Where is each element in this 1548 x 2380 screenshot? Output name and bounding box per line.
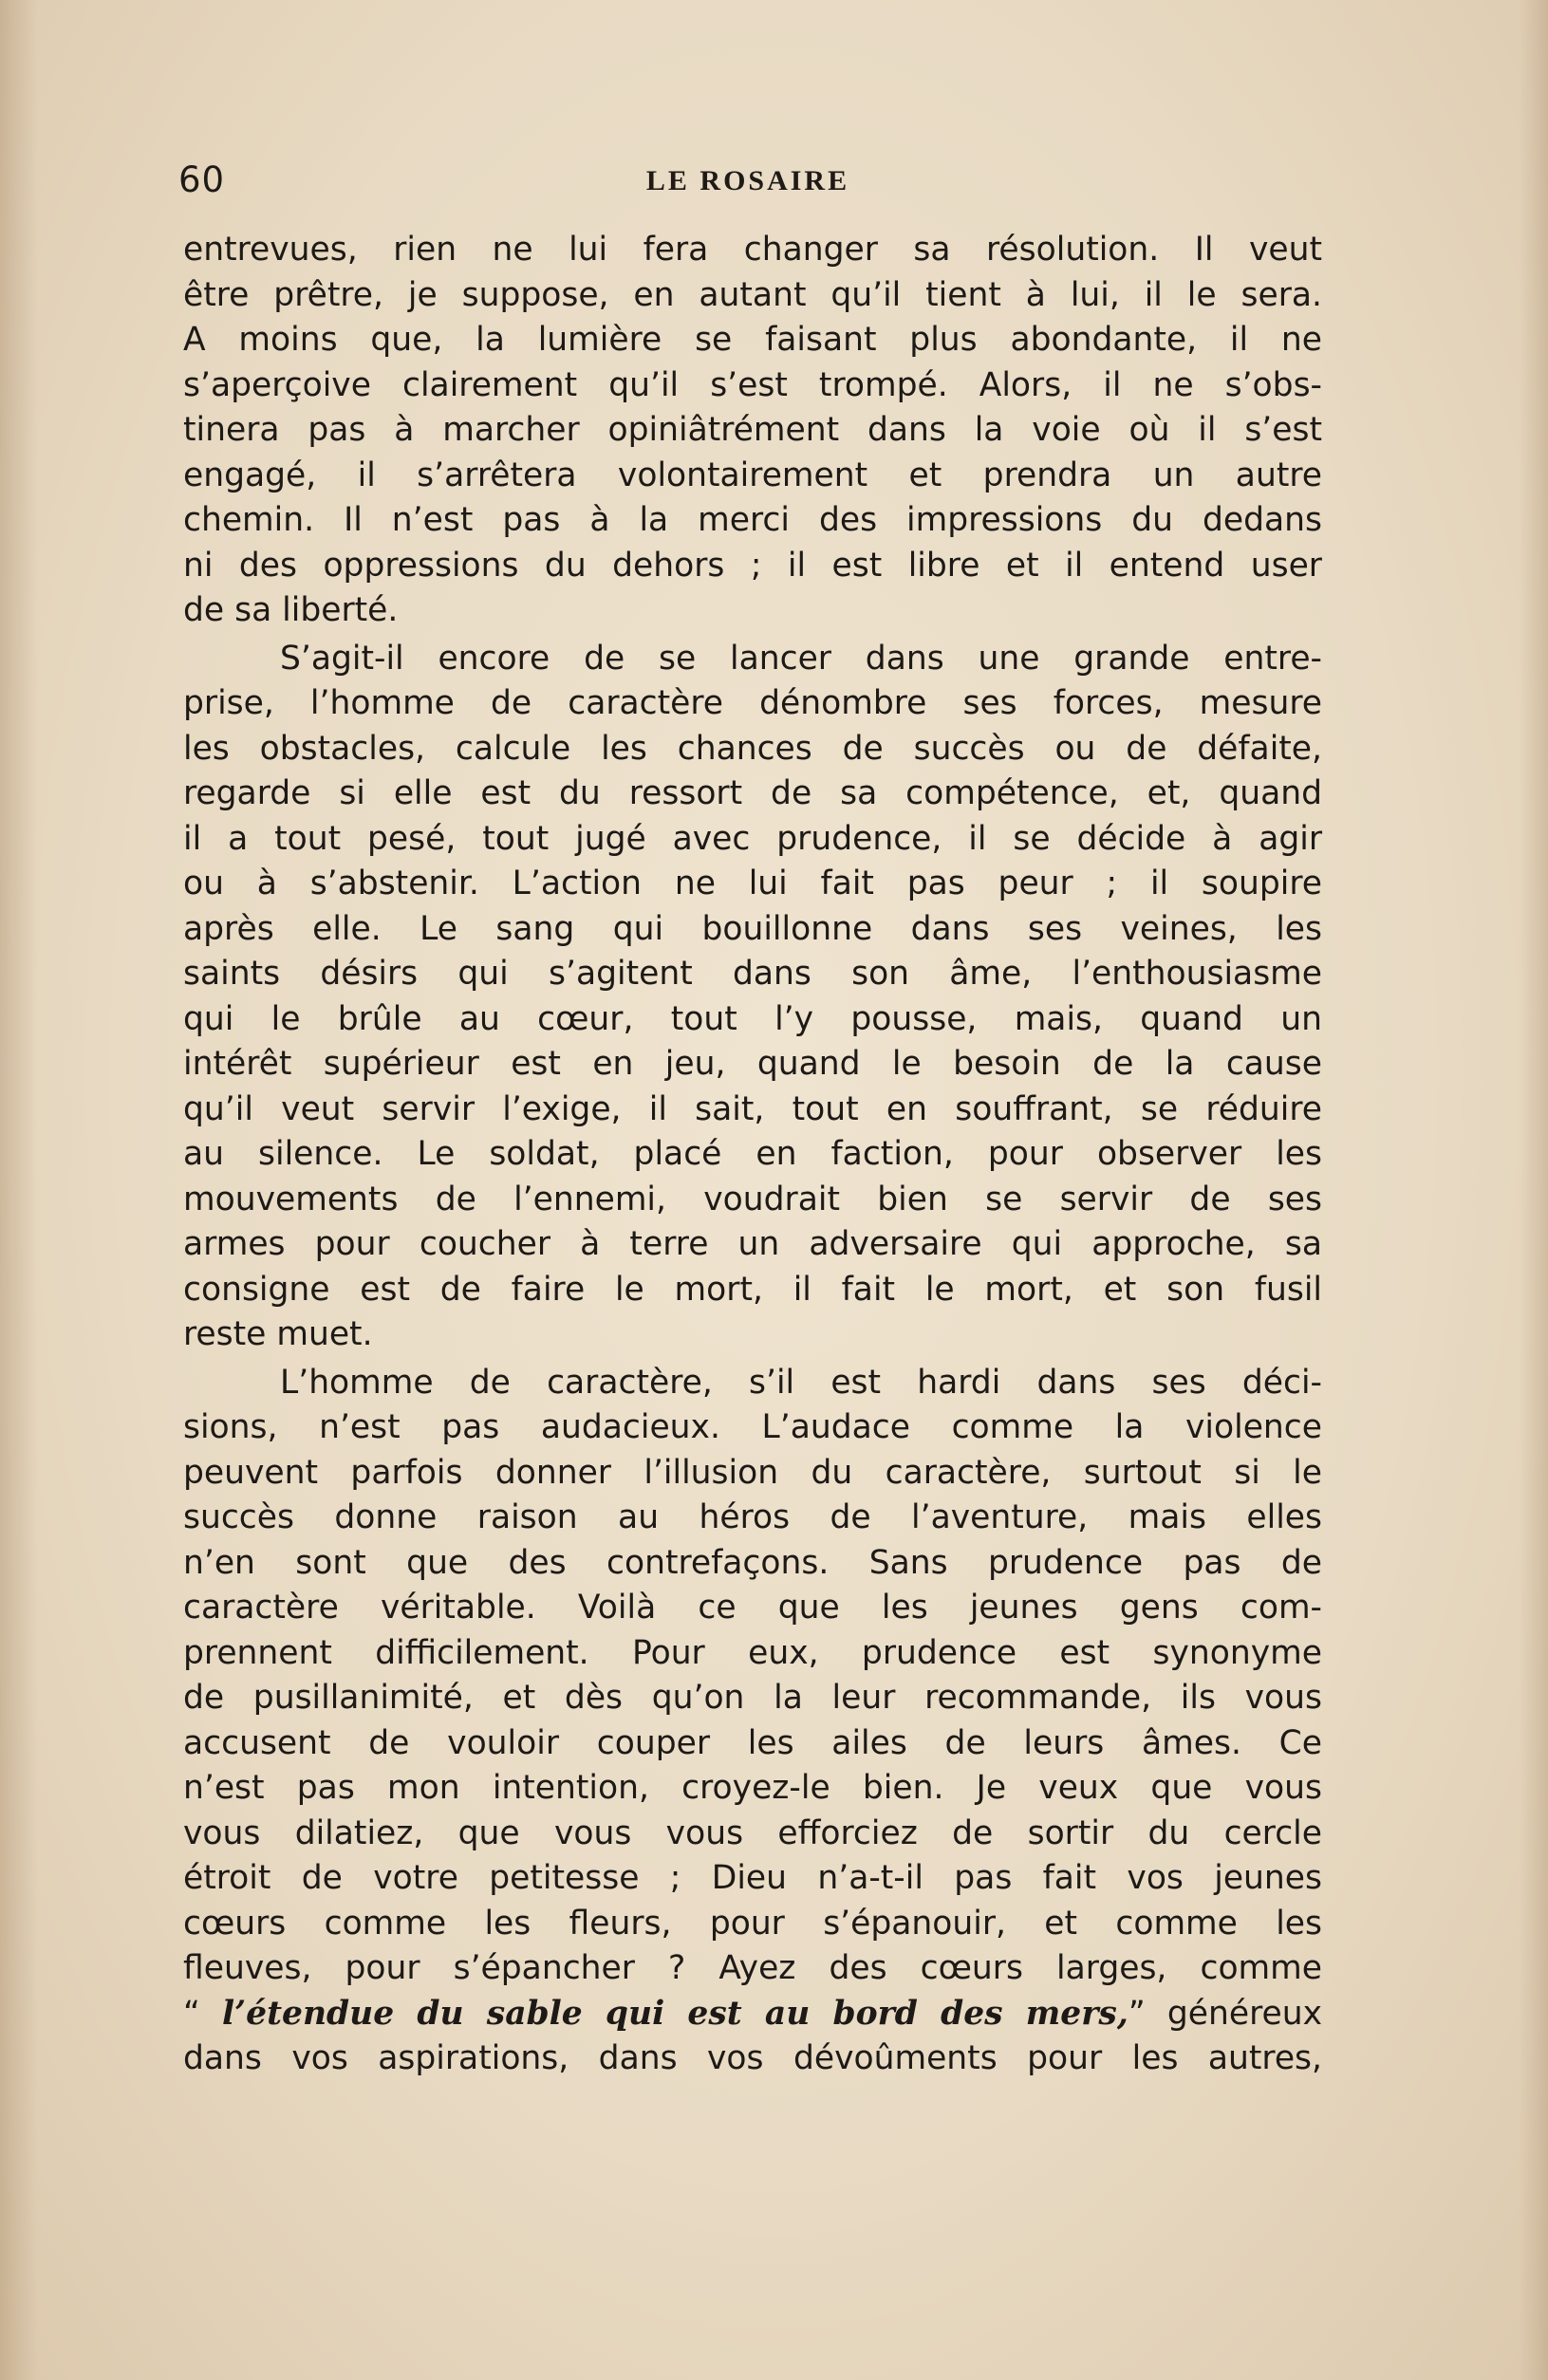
text-line: ou à s’abstenir. L’action ne lui fait pas peur ; il soupire [183, 865, 1322, 902]
text-line: vous dilatiez, que vous vous efforciez de sortir du cercle [183, 1813, 1322, 1852]
page-edge-shadow-right [1520, 0, 1548, 2380]
text-line: sions, n’est pas audacieux. L’audace comme la violence [183, 1408, 1322, 1446]
text-line: il a tout pesé, tout jugé avec prudence, il se décide à agir [183, 819, 1322, 858]
text-line: saints désirs qui s’agitent dans son âme, l’enthousiasme [183, 955, 1322, 993]
paragraph-1 [183, 228, 1322, 634]
italic-quotation: l’étendue du sable qui est au bord des mers, [222, 1994, 1128, 2033]
page-header [178, 159, 1317, 207]
running-title: LE ROSAIRE [645, 165, 850, 196]
text-line: ni des oppressions du dehors ; il est libre et il entend user [183, 546, 1322, 585]
text-line: consigne est de faire le mort, il fait le mort, et son fusil [183, 1270, 1322, 1309]
text-line: n’en sont que des contrefaçons. Sans prudence pas de [183, 1543, 1322, 1582]
paragraph-3 [183, 1361, 1322, 2082]
text-line: tinera pas à marcher opiniâtrément dans la voie où il s’est [183, 411, 1322, 449]
quote-line [183, 1992, 1322, 2037]
text-line: s’aperçoive clairement qu’il s’est trompé. Alors, il ne s’obs- [183, 365, 1322, 404]
text-line: de sa liberté. [183, 591, 399, 629]
text-line: A moins que, la lumière se faisant plus abondante, il ne [183, 321, 1322, 359]
text-line: engagé, il s’arrêtera volontairement et prendra un autre [183, 456, 1322, 494]
body-text [183, 228, 1322, 2085]
open-quote: “ [183, 1994, 200, 2033]
text-line: L’homme de caractère, s’il est hardi dans ses déci- [280, 1363, 1322, 1402]
text-line: chemin. Il n’est pas à la merci des impressions du dedans [183, 501, 1322, 539]
text-line: S’agit-il encore de se lancer dans une grande entre- [280, 639, 1322, 678]
text-line: entrevues, rien ne lui fera changer sa résolution. Il veut [183, 231, 1322, 269]
text-line: intérêt supérieur est en jeu, quand le besoin de la cause [183, 1045, 1322, 1083]
text-line: n’est pas mon intention, croyez-le bien. Je veux que vous [183, 1769, 1322, 1807]
text-line: reste muet. [183, 1315, 373, 1353]
text-line: après elle. Le sang qui bouillonne dans ses veines, les [183, 909, 1322, 948]
text-line: être prêtre, je suppose, en autant qu’il tient à lui, il le sera. [183, 275, 1322, 314]
text-line: qui le brûle au cœur, tout l’y pousse, mais, quand un [183, 999, 1322, 1038]
text-line: mouvements de l’ennemi, voudrait bien se servir de ses [183, 1180, 1322, 1218]
page-edge-shadow-left [0, 0, 38, 2380]
text-line: qu’il veut servir l’exige, il sait, tout en souffrant, se réduire [183, 1089, 1322, 1128]
text-line: dans vos aspirations, dans vos dévoûments pour les autres, [183, 2039, 1322, 2077]
text-line: peuvent parfois donner l’illusion du caractère, surtout si le [183, 1453, 1322, 1492]
text-line: armes pour coucher à terre un adversaire qui approche, sa [183, 1225, 1322, 1263]
quote-close-text: ” généreux [1128, 1994, 1322, 2033]
text-line: étroit de votre petitesse ; Dieu n’a-t-il pas fait vos jeunes [183, 1859, 1322, 1897]
text-line: caractère véritable. Voilà ce que les jeunes gens com- [183, 1589, 1322, 1627]
paragraph-2 [183, 637, 1322, 1358]
text-line: de pusillanimité, et dès qu’on la leur recommande, ils vous [183, 1679, 1322, 1717]
text-line: cœurs comme les fleurs, pour s’épanouir, et comme les [183, 1904, 1322, 1943]
text-line: succès donne raison au héros de l’aventure, mais elles [183, 1498, 1322, 1536]
text-line: regarde si elle est du ressort de sa compétence, et, quand [183, 774, 1322, 812]
text-line: prise, l’homme de caractère dénombre ses forces, mesure [183, 684, 1322, 722]
text-line: fleuves, pour s’épancher ? Ayez des cœurs larges, comme [183, 1949, 1322, 1987]
text-line: accusent de vouloir couper les ailes de leurs âmes. Ce [183, 1723, 1322, 1762]
text-line: au silence. Le soldat, placé en faction, pour observer les [183, 1135, 1322, 1173]
text-line: prennent difficilement. Pour eux, prudence est synonyme [183, 1633, 1322, 1672]
text-line: les obstacles, calcule les chances de succès ou de défaite, [183, 729, 1322, 768]
page-number: 60 [178, 159, 226, 200]
